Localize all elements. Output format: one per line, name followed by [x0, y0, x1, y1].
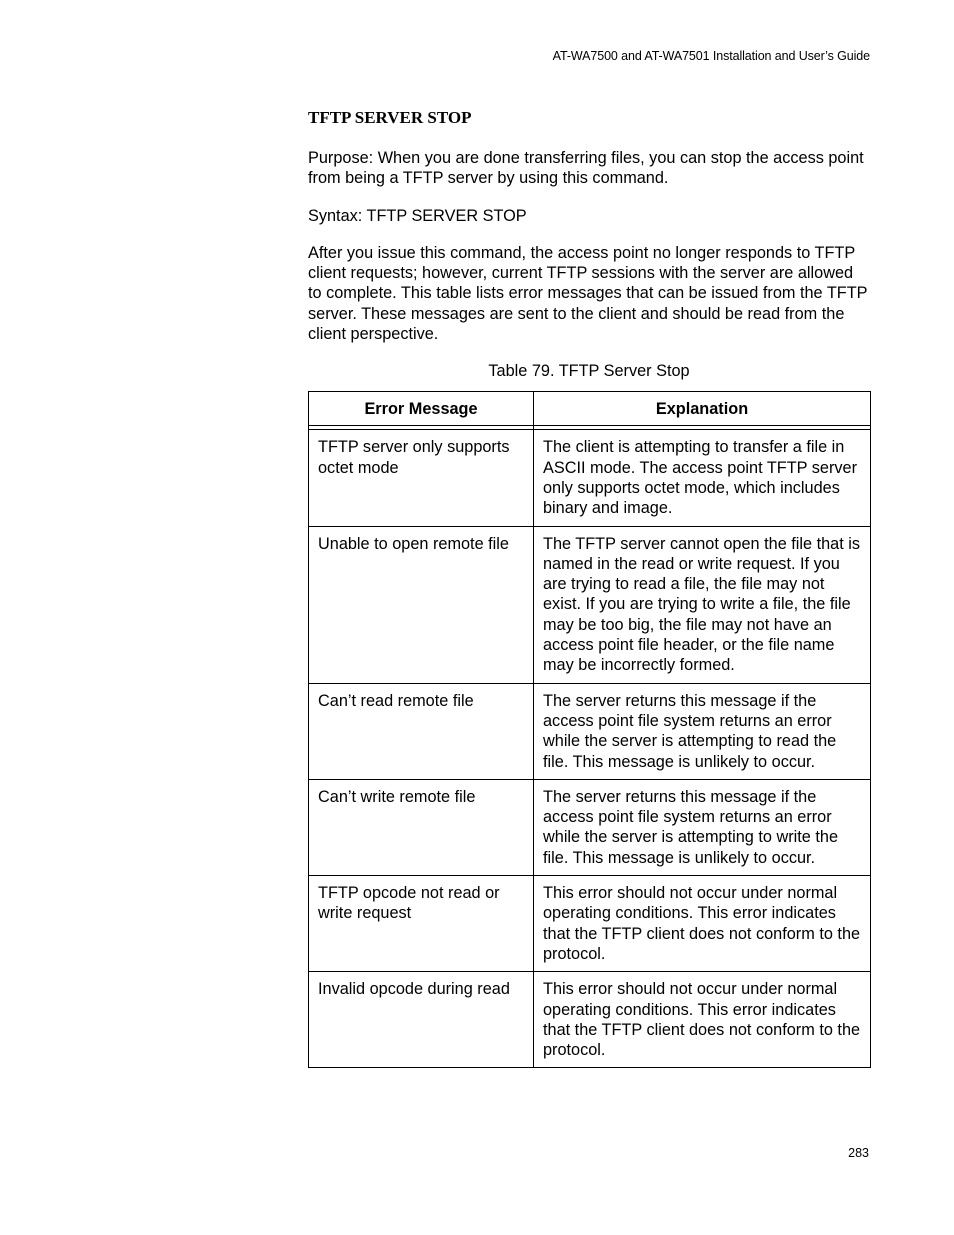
error-message-cell: Unable to open remote file — [309, 526, 534, 683]
explanation-cell: The TFTP server cannot open the file that is named in the read or write request. If you are trying to read a file, the file may not exist. If you are trying to write a file, the file may be too big, the file may not have an access point file header, or the file name may be incorrectly formed. — [534, 526, 871, 683]
error-message-cell: TFTP server only supports octet mode — [309, 430, 534, 526]
column-header-error-message: Error Message — [309, 392, 534, 426]
explanation-cell: This error should not occur under normal operating conditions. This error indicates that the TFTP client does not conform to the protocol. — [534, 972, 871, 1068]
error-message-table — [308, 391, 871, 1068]
error-message-cell: TFTP opcode not read or write request — [309, 876, 534, 972]
explanation-cell: The server returns this message if the access point file system returns an error while the server is attempting to read the file. This message is unlikely to occur. — [534, 683, 871, 779]
running-header: AT-WA7500 and AT-WA7501 Installation and User’s Guide — [552, 49, 870, 63]
table-row — [309, 526, 871, 683]
column-header-explanation: Explanation — [534, 392, 871, 426]
explanation-cell: The server returns this message if the access point file system returns an error while the server is attempting to write the file. This message is unlikely to occur. — [534, 779, 871, 875]
explanation-cell: This error should not occur under normal operating conditions. This error indicates that the TFTP client does not conform to the protocol. — [534, 876, 871, 972]
error-message-cell: Can’t read remote file — [309, 683, 534, 779]
table-header-row — [309, 392, 871, 426]
explanation-cell: The client is attempting to transfer a file in ASCII mode. The access point TFTP server only supports octet mode, which includes binary and image. — [534, 430, 871, 526]
error-message-cell: Can’t write remote file — [309, 779, 534, 875]
purpose-paragraph: Purpose: When you are done transferring files, you can stop the access point from being a TFTP server by using this command. — [308, 149, 864, 188]
error-message-cell: Invalid opcode during read — [309, 972, 534, 1068]
table-caption: Table 79. TFTP Server Stop — [488, 362, 690, 381]
table-row — [309, 876, 871, 972]
page-content — [308, 107, 870, 1068]
table-row — [309, 683, 871, 779]
table-row — [309, 779, 871, 875]
description-paragraph: After you issue this command, the access point no longer responds to TFTP client requests; however, current TFTP sessions with the server are allowed to complete. This table lists error messages that can be issued from the TFTP server. These messages are sent to the client and should be read from the client perspective. — [308, 243, 868, 344]
table-row — [309, 972, 871, 1068]
section-title: TFTP SERVER STOP — [308, 108, 472, 127]
syntax-paragraph: Syntax: TFTP SERVER STOP — [308, 206, 527, 225]
table-row — [309, 430, 871, 526]
page-number: 283 — [848, 1146, 869, 1160]
